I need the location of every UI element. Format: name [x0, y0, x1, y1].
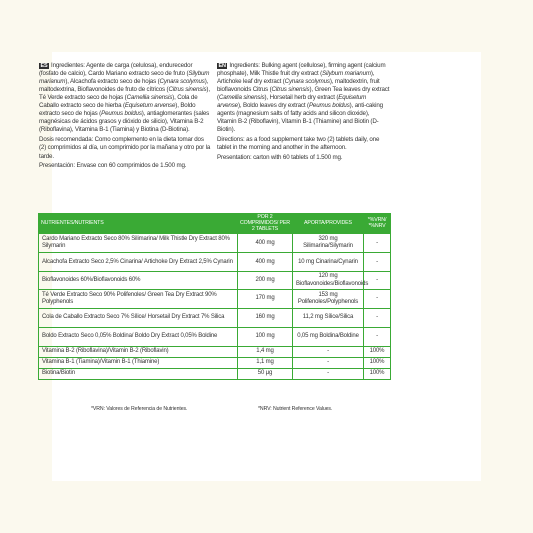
- ingredients-text-segment: Ingredientes: Agente de carga (celulosa), endurecedor (fosfato de calcio), Cardo Mariano extracto seco de fruto (: [39, 62, 193, 78]
- botanical-name: Camellia sinensis: [126, 94, 173, 102]
- ingredients-text-segment: ), Green Tea leaves dry extract (: [217, 86, 390, 102]
- table-row: [39, 253, 391, 272]
- botanical-name: Cynara scolymus: [284, 78, 330, 86]
- table-row: [39, 308, 391, 327]
- footnote-en: *NRV: Nutrient Reference Values.: [258, 406, 333, 412]
- english-column: [217, 62, 390, 170]
- ingredients-text-segment: ), Té Verde extracto seco de hojas (: [39, 86, 210, 102]
- nutrient-amount: 400 mg: [238, 234, 293, 253]
- nutrient-amount: 170 mg: [238, 289, 293, 308]
- nutrient-name: Biotina/Biotin: [39, 368, 238, 379]
- nutrient-name: Boldo Extracto Seco 0,05% Boldina/ Boldo Dry Extract 0,05% Boldine: [39, 327, 238, 346]
- nutrient-provides: 10 mg Cinarina/Cynarin: [293, 253, 364, 272]
- botanical-name: Silybum marianum: [39, 70, 210, 86]
- nutrient-name: Té Verde Extracto Seco 90% Polifenoles/ Green Tea Dry Extract 90% Polyphenols: [39, 289, 238, 308]
- ingredients-text-segment: ), maltodextrina, Bioflavonoides de fruto de cítricos (: [39, 78, 209, 94]
- ingredients-text-segment: ), Boldo extracto seco de hojas (: [39, 102, 196, 118]
- nutrient-amount: 1,1 mg: [238, 357, 293, 368]
- spanish-ingredients: [39, 62, 212, 134]
- table-row: [39, 346, 391, 357]
- table-row: [39, 368, 391, 379]
- table-row: [39, 327, 391, 346]
- english-directions: Directions: as a food supplement take two (2) tablets daily, one tablet in the morning and another in the afternoon.: [217, 136, 380, 152]
- botanical-name: Peumus boldus: [308, 102, 350, 110]
- botanical-name: Peumus boldus: [101, 110, 142, 118]
- nutrient-amount: 1,4 mg: [238, 346, 293, 357]
- nutrient-provides: -: [293, 368, 364, 379]
- footnote-es: *VRN: Valores de Referencia de Nutrientes.: [91, 406, 188, 412]
- header-provides: APORTA/PROVIDES: [293, 214, 364, 234]
- nutrient-nrv: -: [364, 327, 391, 346]
- ingredients-text-segment: ), Horsetail herb dry extract (: [264, 94, 339, 102]
- botanical-name: Camellia sinensis: [218, 94, 265, 102]
- botanical-name: Cynara scolymus: [159, 78, 205, 86]
- spanish-presentation: Presentación: Envase con 60 comprimidos de 1.500 mg.: [39, 161, 187, 169]
- nutrient-amount: 400 mg: [238, 253, 293, 272]
- english-presentation: Presentation: carton with 60 tablets of 1.500 mg.: [217, 153, 343, 161]
- botanical-name: Equisetum arvense: [124, 102, 176, 110]
- nutrient-name: Cardo Mariano Extracto Seco 80% Silimarina/ Milk Thistle Dry Extract 80% Silymarin: [39, 234, 238, 253]
- nutrient-amount: 160 mg: [238, 308, 293, 327]
- ingredients-text-segment: ), maltodextrin, fruit bioflavonoids Citrus (: [217, 78, 380, 94]
- nutrient-nrv: -: [364, 253, 391, 272]
- nutrient-name: Vitamina B-2 (Riboflavina)/Vitamin B-2 (Riboflavin): [39, 346, 238, 357]
- nutrient-nrv: 100%: [364, 368, 391, 379]
- ingredients-text-segment: ), anti-caking agents (magnesium salts of fatty acids and silicon dioxide), Vitamin B-2 (Riboflavin), Vitamin B-1 (Thiamine) and Biotin (D-Biotin).: [217, 102, 383, 134]
- text-columns: [39, 62, 390, 170]
- header-nrv: *%VRN/ *%NRV: [364, 214, 391, 234]
- nutrient-provides: 120 mg Bioflavonoides/Bioflavonoids: [293, 272, 364, 289]
- nutrient-amount: 200 mg: [238, 272, 293, 289]
- nutrient-provides: -: [293, 346, 364, 357]
- ingredients-text-segment: ), Cola de Caballo extracto seco de hierba (: [39, 94, 198, 110]
- nutrient-provides: -: [293, 357, 364, 368]
- ingredients-text-segment: ), antiaglomerantes (sales magnésicas de ácidos grasos y dióxido de silicio), Vitamina B-2 (Riboflavina), Vitamina B-1 (Tiamina) y Biotina (D-Biotina).: [39, 110, 210, 134]
- english-ingredients: [217, 62, 390, 134]
- table-row: [39, 357, 391, 368]
- spanish-column: [39, 62, 212, 170]
- nutrient-nrv: -: [364, 308, 391, 327]
- nutrient-amount: 50 μg: [238, 368, 293, 379]
- nutrient-nrv: -: [364, 289, 391, 308]
- nutrient-name: Cola de Caballo Extracto Seco 7% Sílice/ Horsetail Dry Extract 7% Silica: [39, 308, 238, 327]
- botanical-name: Citrus sinensis: [271, 86, 310, 94]
- header-per-2-tablets: POR 2 COMPRIMIDOS/ PER 2 TABLETS: [238, 214, 293, 234]
- nutrient-provides: 320 mg Silimarina/Silymarin: [293, 234, 364, 253]
- ingredients-text-segment: ), Alcachofa extracto seco de hojas (: [65, 78, 160, 86]
- nutrient-name: Vitamina B-1 (Tiamina)/Vitamin B-1 (Thiamine): [39, 357, 238, 368]
- table-row: [39, 289, 391, 308]
- ingredients-text-segment: ), Artichoke leaf dry extract (: [217, 70, 375, 86]
- spanish-dose: Dosis recomendada: Como complemento en la dieta tomar dos (2) comprimidos al día, un comprimido por la mañana y otro por la tarde.: [39, 136, 211, 160]
- nutrient-nrv: 100%: [364, 346, 391, 357]
- nutrient-name: Alcachofa Extracto Seco 2,5% Cinarina/ Artichoke Dry Extract 2,5% Cynarin: [39, 253, 238, 272]
- table-row: [39, 234, 391, 253]
- nutrient-nrv: 100%: [364, 357, 391, 368]
- ingredients-text-segment: ), Boldo leaves dry extract (: [237, 102, 309, 110]
- nutrient-provides: 153 mg Polifenoles/Polyphenols: [293, 289, 364, 308]
- nutrition-table-header: [39, 214, 391, 234]
- nutrition-table: [38, 213, 391, 380]
- english-ingredients-text: [217, 62, 389, 133]
- nutrient-nrv: -: [364, 234, 391, 253]
- spanish-ingredients-text: [39, 62, 210, 133]
- header-nutrients: NUTRIENTES/NUTRIENTS: [39, 214, 238, 234]
- botanical-name: Silybum marianum: [322, 70, 371, 78]
- nutrient-amount: 100 mg: [238, 327, 293, 346]
- nutrient-nrv: -: [364, 272, 391, 289]
- language-tag-en: EN: [218, 62, 226, 69]
- nutrient-provides: 11,2 mg Sílice/Silica: [293, 308, 364, 327]
- language-tag-es: ES: [40, 62, 48, 69]
- botanical-name: Equisetum arvense: [217, 94, 367, 110]
- botanical-name: Citrus sinensis: [168, 86, 207, 94]
- nutrient-provides: 0,05 mg Boldina/Boldine: [293, 327, 364, 346]
- ingredients-text-segment: Ingredients: Bulking agent (cellulose), firming agent (calcium phosphate), Milk Thistle fruit dry extract (: [217, 62, 386, 78]
- nutrient-name: Bioflavonoides 60%/Bioflavonoids 60%: [39, 272, 238, 289]
- table-row: [39, 272, 391, 289]
